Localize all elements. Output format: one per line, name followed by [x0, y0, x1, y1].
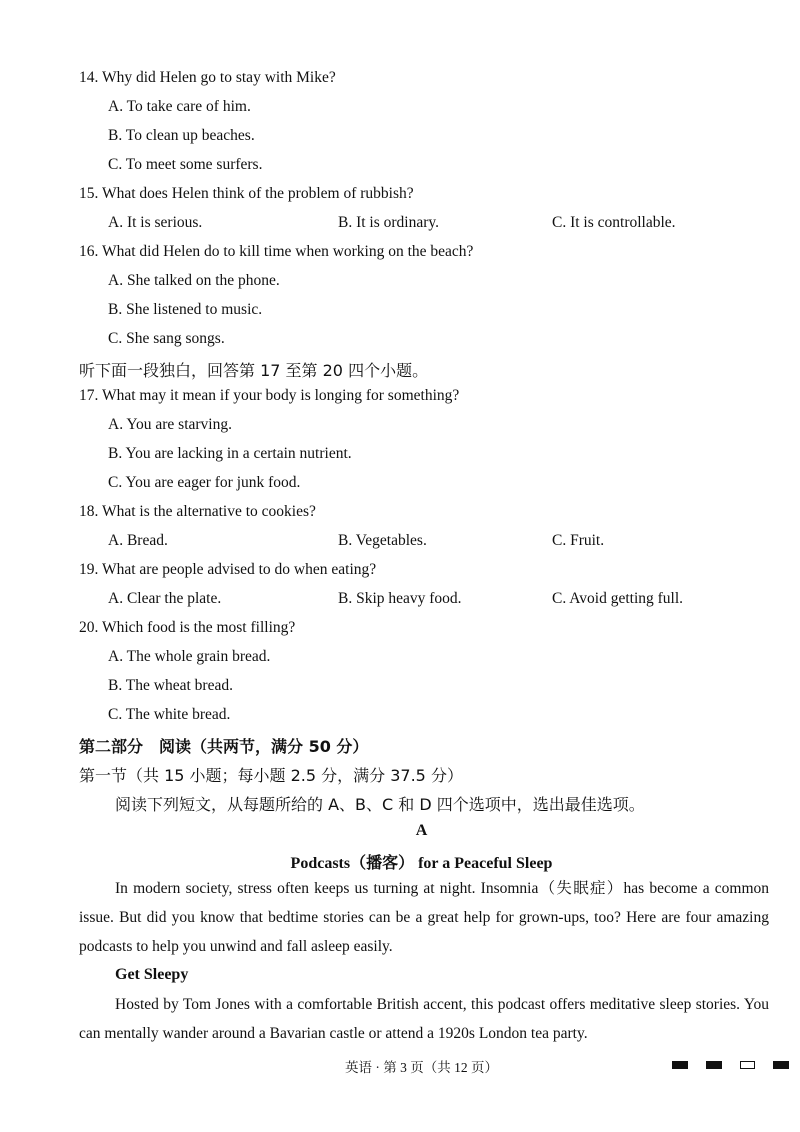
question-14-option-b: B. To clean up beaches.	[108, 127, 255, 144]
question-17-stem: 17. What may it mean if your body is longing for something?	[79, 387, 460, 404]
question-19-option-b: B. Skip heavy food.	[338, 590, 462, 607]
question-18-stem: 18. What is the alternative to cookies?	[79, 503, 316, 520]
question-16-option-a: A. She talked on the phone.	[108, 272, 280, 289]
question-15-stem: 15. What does Helen think of the problem of rubbish?	[79, 185, 414, 202]
page-footer: 英语 · 第 3 页（共 12 页）	[345, 1060, 498, 1075]
question-14-option-a: A. To take care of him.	[108, 98, 251, 115]
question-17-option-b: B. You are lacking in a certain nutrient.	[108, 445, 352, 462]
question-14-option-c: C. To meet some surfers.	[108, 156, 263, 173]
question-18-option-b: B. Vegetables.	[338, 532, 427, 549]
alignment-marks	[672, 1061, 789, 1069]
question-19-option-c: C. Avoid getting full.	[552, 590, 684, 607]
question-14-stem: 14. Why did Helen go to stay with Mike?	[79, 69, 336, 86]
solid-mark	[773, 1061, 789, 1069]
monologue-instruction: 听下面一段独白，回答第 17 至第 20 四个小题。	[79, 361, 429, 380]
question-15-option-b: B. It is ordinary.	[338, 214, 440, 231]
solid-mark	[706, 1061, 722, 1069]
question-20-option-b: B. The wheat bread.	[108, 677, 233, 694]
question-15-option-c: C. It is controllable.	[552, 214, 676, 231]
passage-subheading: Get Sleepy	[115, 966, 189, 983]
part-2-heading: 第二部分 阅读（共两节，满分 50 分）	[79, 737, 369, 756]
passage-label: A	[415, 822, 428, 839]
reading-directions: 阅读下列短文，从每题所给的 A、B、C 和 D 四个选项中，选出最佳选项。	[115, 795, 645, 814]
question-18-option-c: C. Fruit.	[552, 532, 605, 549]
section-1-heading: 第一节（共 15 小题；每小题 2.5 分，满分 37.5 分）	[79, 766, 463, 785]
question-18-option-a: A. Bread.	[108, 532, 168, 549]
question-19-stem: 19. What are people advised to do when eating?	[79, 561, 377, 578]
passage-intro: In modern society, stress often keeps us turning at night. Insomnia（失眠症）has become a common issue. But did you know that bedtime stories can be a great help for grown-ups, too? Here are four amazing podcasts to help you unwind and fall asleep easily.	[79, 880, 769, 955]
question-16-option-b: B. She listened to music.	[108, 301, 263, 318]
question-16-stem: 16. What did Helen do to kill time when working on the beach?	[79, 243, 474, 260]
passage-paragraph: Hosted by Tom Jones with a comfortable British accent, this podcast offers meditative sleep stories. You can mentally wander around a Bavarian castle or attend a 1920s London tea party.	[79, 996, 769, 1042]
question-17-option-a: A. You are starving.	[108, 416, 232, 433]
question-20-option-a: A. The whole grain bread.	[108, 648, 271, 665]
solid-mark	[672, 1061, 688, 1069]
question-20-option-c: C. The white bread.	[108, 706, 231, 723]
question-17-option-c: C. You are eager for junk food.	[108, 474, 301, 491]
question-19-option-a: A. Clear the plate.	[108, 590, 222, 607]
question-20-stem: 20. Which food is the most filling?	[79, 619, 296, 636]
passage-title: Podcasts（播客） for a Peaceful Sleep	[290, 855, 553, 872]
hollow-mark	[740, 1061, 755, 1069]
question-16-option-c: C. She sang songs.	[108, 330, 225, 347]
question-15-option-a: A. It is serious.	[108, 214, 203, 231]
